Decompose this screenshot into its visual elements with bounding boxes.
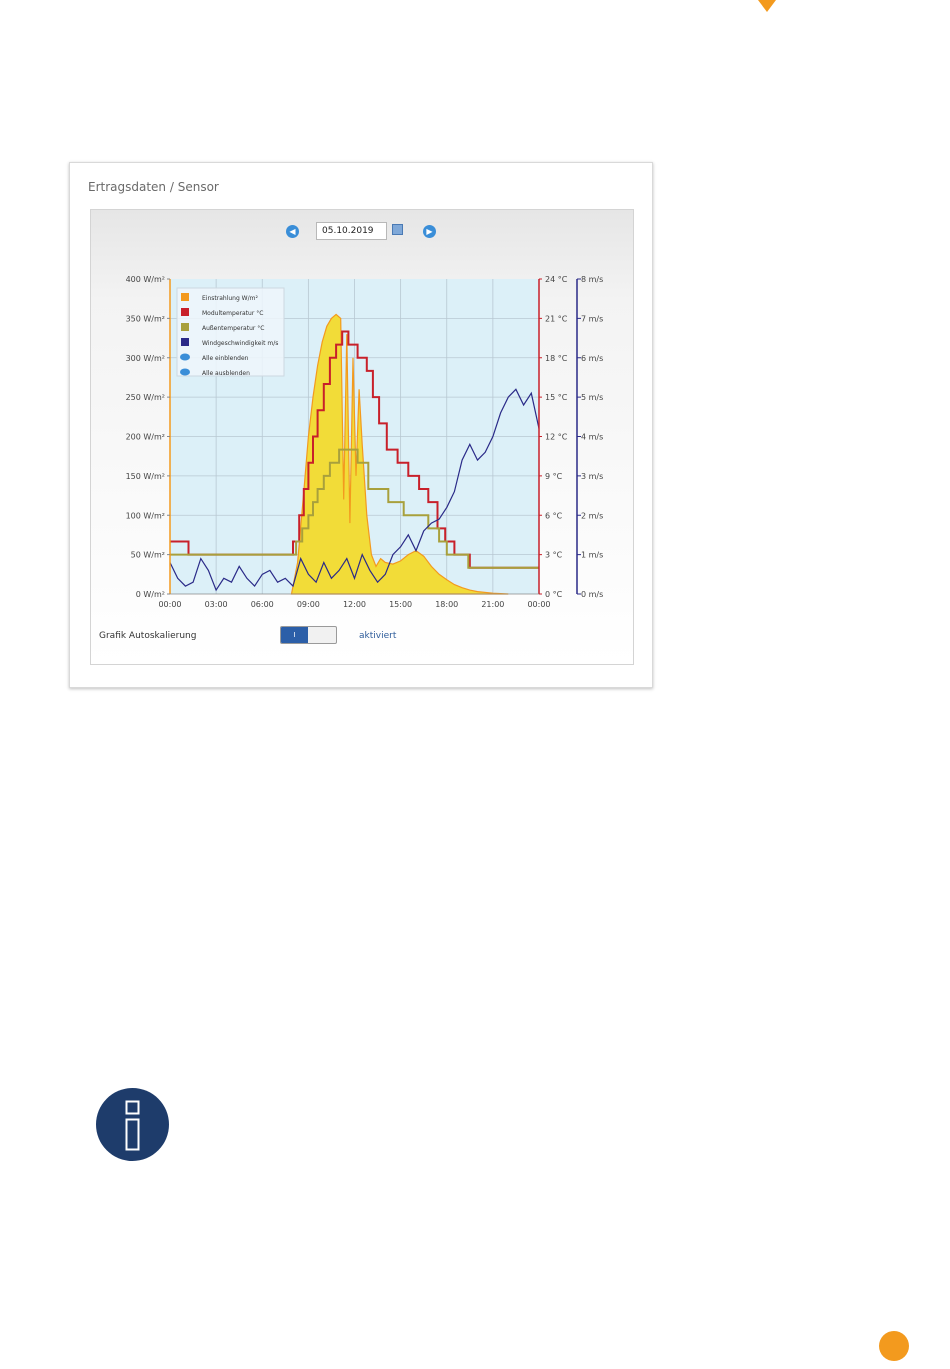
tick-label-irradiance: 350 W/m² <box>125 314 165 324</box>
chart-frame <box>90 209 634 665</box>
sensor-chart <box>91 210 633 610</box>
tick-label-irradiance: 250 W/m² <box>125 393 165 403</box>
tick-label-time: 15:00 <box>389 600 413 609</box>
tick-label-temperature: 15 °C <box>545 393 568 403</box>
legend-swatch <box>181 308 189 316</box>
tick-label-temperature: 12 °C <box>545 432 568 442</box>
tick-label-wind: 0 m/s <box>581 590 604 599</box>
tick-label-time: 18:00 <box>435 600 459 609</box>
tick-label-wind: 4 m/s <box>581 432 604 442</box>
tick-label-wind: 1 m/s <box>581 550 604 560</box>
tick-label-wind: 6 m/s <box>581 353 604 363</box>
tick-label-wind: 8 m/s <box>581 275 604 284</box>
sensor-panel <box>69 162 653 688</box>
tick-label-wind: 7 m/s <box>581 314 604 324</box>
tick-label-irradiance: 50 W/m² <box>130 550 165 560</box>
tick-label-time: 00:00 <box>527 600 551 609</box>
legend-label: Windgeschwindigkeit m/s <box>202 340 279 347</box>
autoscale-toggle[interactable] <box>280 626 337 644</box>
toggle-on-indicator: I <box>281 627 308 643</box>
tick-label-irradiance: 100 W/m² <box>125 511 165 521</box>
legend-swatch <box>181 293 189 301</box>
tick-label-temperature: 6 °C <box>545 511 563 521</box>
tick-label-time: 09:00 <box>296 600 320 609</box>
legend-label: Einstrahlung W/m² <box>202 295 258 302</box>
tick-label-wind: 2 m/s <box>581 511 604 521</box>
tick-label-temperature: 24 °C <box>545 275 568 284</box>
tick-label-time: 00:00 <box>158 600 182 609</box>
legend-label: Modultemperatur °C <box>202 310 264 317</box>
tick-label-irradiance: 400 W/m² <box>125 275 165 284</box>
autoscale-status: aktiviert <box>359 631 397 641</box>
tick-label-irradiance: 300 W/m² <box>125 353 165 363</box>
info-glyph <box>96 1088 169 1161</box>
panel-title: Ertragsdaten / Sensor <box>88 180 219 194</box>
legend-swatch <box>181 338 189 346</box>
tick-label-temperature: 18 °C <box>545 353 568 363</box>
legend-label: Außentemperatur °C <box>202 325 265 332</box>
tick-label-time: 21:00 <box>481 600 505 609</box>
legend-swatch <box>181 323 189 331</box>
tick-label-irradiance: 200 W/m² <box>125 432 165 442</box>
tick-label-irradiance: 0 W/m² <box>135 590 165 599</box>
tick-label-time: 03:00 <box>204 600 228 609</box>
tick-label-time: 06:00 <box>250 600 274 609</box>
tick-label-time: 12:00 <box>342 600 367 609</box>
info-icon <box>96 1088 169 1161</box>
tick-label-temperature: 9 °C <box>545 471 563 481</box>
legend-eye-icon <box>180 354 190 361</box>
autoscale-label: Grafik Autoskalierung <box>99 631 197 641</box>
tick-label-wind: 3 m/s <box>581 471 604 481</box>
corner-marker <box>758 0 776 12</box>
legend-eye-icon <box>180 369 190 376</box>
page-marker <box>879 1331 909 1361</box>
chevron-left-icon[interactable]: ◀ <box>286 225 299 238</box>
tick-label-temperature: 21 °C <box>545 314 568 324</box>
tick-label-temperature: 3 °C <box>545 550 563 560</box>
tick-label-irradiance: 150 W/m² <box>125 471 165 481</box>
legend-label: Alle ausblenden <box>202 370 250 377</box>
tick-label-temperature: 0 °C <box>545 590 563 599</box>
tick-label-wind: 5 m/s <box>581 393 604 403</box>
chevron-right-icon[interactable]: ▶ <box>423 225 436 238</box>
legend-label: Alle einblenden <box>202 355 249 362</box>
